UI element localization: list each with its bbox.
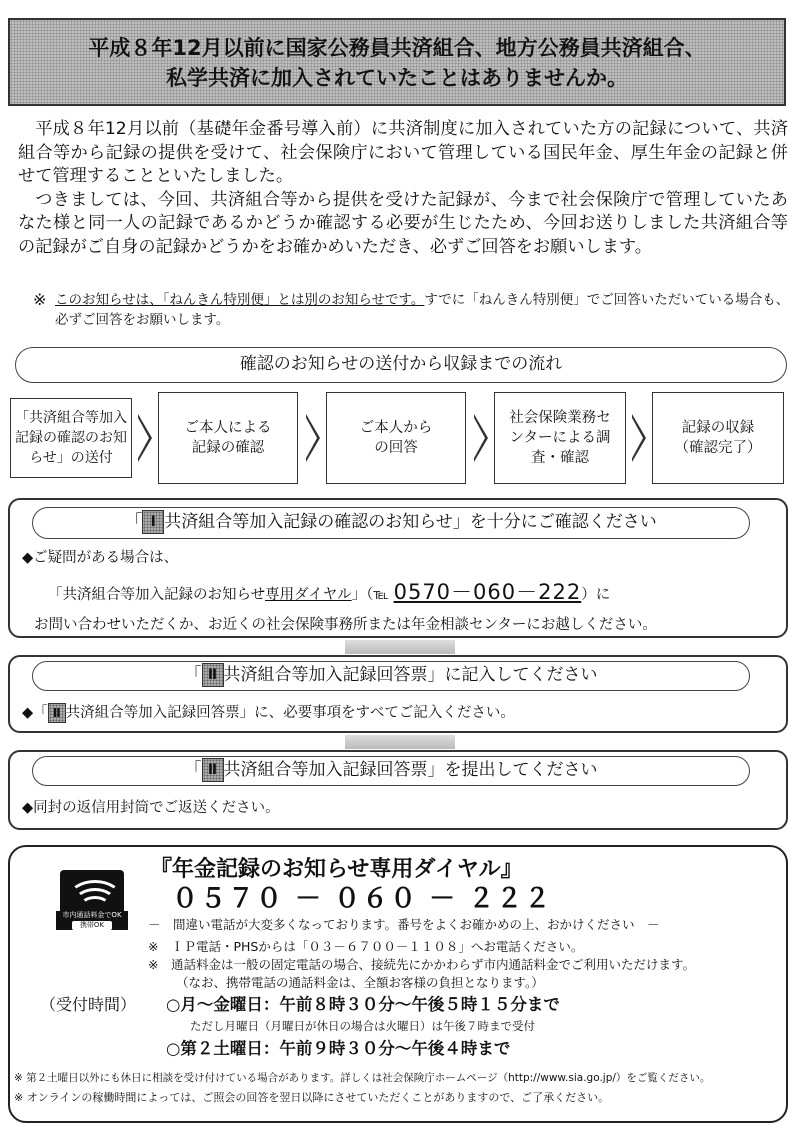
flow-arrow-1 (138, 414, 152, 462)
section-1-line-2-mid: 」（℡ (351, 587, 394, 603)
intro-paragraph-2: つきましては、今回、共済組合等から提供を受けた記録が、今まで社会保険庁で管理していたあなた様と同一人の記録であるかどうか確認する必要が生じたため、今回お送りしました共済組合等の記録がご自身の記録かどうかをお確かめいただき、必ずご回答をお願いします。 (18, 189, 788, 257)
section-1-line-2 (48, 582, 610, 605)
flow-step-3 (326, 392, 466, 484)
flow-step-4 (494, 392, 626, 484)
flow-arrow-4 (632, 414, 646, 462)
section-1-dial-name: 専用ダイヤル (265, 587, 352, 603)
section-2-line-1 (22, 703, 515, 723)
flow-step-2-label: ご本人による記録の確認 (184, 420, 272, 456)
section-1-heading-text: 共済組合等加入記録の確認のお知らせ」を十分にご確認ください (164, 512, 657, 532)
section-2-line-1-pre: ◆「 (22, 705, 48, 721)
flow-step-5 (652, 392, 784, 484)
intro-paragraph-1: 平成８年12月以前（基礎年金番号導入前）に共済制度に加入されていた方の記録について、共済組合等から記録の提供を受けて、社会保険庁において管理している国民年金、厚生年金の記録と併せて管理することといたしました。 (18, 119, 788, 186)
section-3-heading (32, 756, 750, 786)
title-line-1: 平成８年12月以前に国家公務員共済組合、地方公務員共済組合、 (88, 36, 706, 60)
flow-step-3-label: ご本人からの回答 (359, 420, 433, 456)
section-2-heading (32, 661, 750, 691)
note-underlined: このお知らせは、「ねんきん特別便」とは別のお知らせです。 (55, 292, 425, 308)
section-1-line-2-post: ）に (581, 587, 611, 603)
logo-caption-2: 携帯OK (72, 921, 112, 930)
dial-number: ０５７０ － ０６０ － ２２２ (172, 884, 553, 914)
section-3-line-1: ◆同封の返信用封筒でご返送ください。 (22, 800, 280, 816)
note-rest: すでに「ねんきん特別便」でご回答いただいている場合も、必ずご回答をお願いします。 (55, 292, 790, 328)
flow-step-1-label: 「共済組合等加入記録の確認のお知らせ」の送付 (15, 410, 127, 466)
down-arrow-2 (345, 735, 455, 749)
flow-title: 確認のお知らせの送付から収録までの流れ (15, 347, 787, 383)
section-1-heading (32, 507, 750, 539)
hours-saturday: ○第２土曜日：午前９時３０分～午後４時まで (166, 1039, 511, 1058)
flow-arrow-2 (306, 414, 320, 462)
dial-note-1: ※ ＩＰ電話・PHSからは「０３－６７００－１１０８」へお電話ください。 (148, 939, 584, 954)
flow-step-1 (10, 398, 132, 478)
roman-2-inline: Ⅱ (48, 703, 66, 723)
section-3-heading-pre: 「 (184, 760, 202, 780)
notice (33, 290, 795, 330)
dial-note-3: （なお、携帯電話の通話料金は、全額お客様の負担となります。） (176, 975, 544, 990)
down-arrow-1 (345, 640, 455, 654)
logo-caption (56, 911, 128, 930)
roman-2-badge: Ⅱ (202, 663, 224, 687)
section-1-tel: 0570－060－222 (393, 580, 582, 604)
note-mark: ※ (33, 290, 47, 309)
section-1-line-3: お問い合わせいただくか、お近くの社会保険事務所または年金相談センターにお越しください。 (34, 617, 657, 633)
intro-text (18, 118, 788, 259)
section-2-line-1-text: 共済組合等加入記録回答票」に、必要事項をすべてご記入ください。 (65, 705, 515, 721)
footnote-2: ※ オンラインの稼働時間によっては、ご照会の回答を翌日以降にさせていただくことがありますので、ご了承ください。 (14, 1091, 610, 1104)
roman-3-badge: Ⅱ (202, 758, 224, 782)
hours-weekday-sub: ただし月曜日（月曜日が休日の場合は火曜日）は午後７時まで受付 (190, 1019, 535, 1033)
section-3-heading-text: 共済組合等加入記録回答票」を提出してください (223, 760, 598, 780)
title-line-2: 私学共済に加入されていたことはありませんか。 (166, 66, 628, 90)
roman-1-badge: Ⅰ (142, 510, 164, 534)
section-1-line-2-pre: 「共済組合等加入記録のお知らせ (48, 587, 266, 603)
logo-caption-1: 市内通話料金でOK (62, 911, 122, 919)
flow-step-4-label: 社会保険業務センターによる調査・確認 (509, 410, 611, 466)
section-2-heading-text: 共済組合等加入記録回答票」に記入してください (223, 665, 598, 685)
dial-title: 『年金記録のお知らせ専用ダイヤル』 (150, 857, 523, 882)
dial-note-2: ※ 通話料金は一般の固定電話の場合、接続先にかかわらず市内通話料金でご利用いただけます。 (148, 957, 695, 972)
flow-arrow-3 (474, 414, 488, 462)
flow-step-2 (158, 392, 298, 484)
hours-weekday: ○月～金曜日：午前８時３０分～午後５時１５分まで (166, 995, 560, 1014)
flow-diagram (10, 392, 790, 484)
dial-warning: － 間違い電話が大変多くなっております。番号をよくお確かめの上、おかけください － (148, 917, 660, 932)
section-1-heading-pre: 「 (125, 512, 143, 532)
hours-label: （受付時間） (40, 995, 137, 1014)
flow-step-5-label: 記録の収録（確認完了） (674, 420, 762, 456)
title-banner (8, 18, 786, 106)
footnote-1: ※ 第２土曜日以外にも休日に相談を受け付けている場合があります。詳しくは社会保険庁ホームページ（http://www.sia.go.jp/）をご覧ください。 (14, 1072, 711, 1084)
section-2-heading-pre: 「 (184, 665, 202, 685)
section-1-line-1: ◆ご疑問がある場合は、 (22, 550, 179, 566)
